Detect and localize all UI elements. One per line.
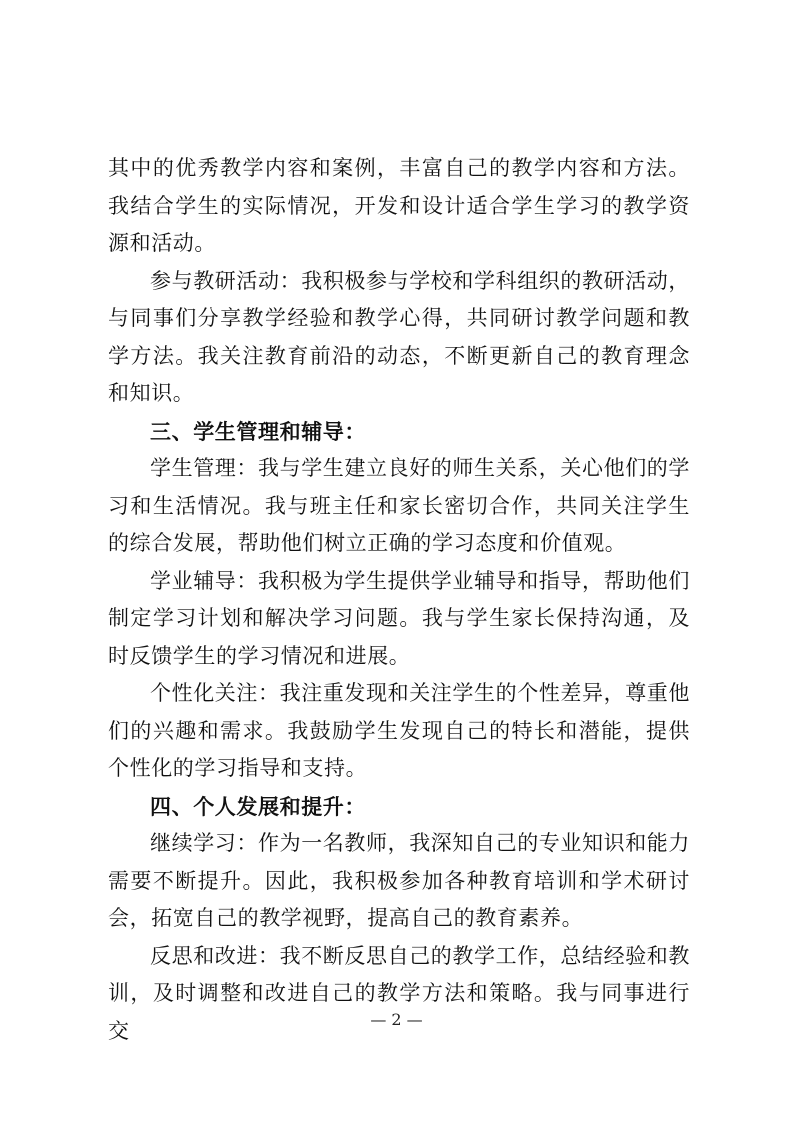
section-heading-student-management: 三、学生管理和辅导： [150, 418, 366, 444]
page-number: — 2 — [370, 1010, 423, 1029]
document-body [108, 150, 690, 1050]
section-heading-personal-development: 四、个人发展和提升： [150, 793, 366, 819]
paragraph-academic-tutoring: 学业辅导：我积极为学生提供学业辅导和指导，帮助他们制定学习计划和解决学习问题。我与学生家长保持沟通，及时反馈学生的学习情况和进展。 [108, 568, 690, 668]
paragraph-student-management: 学生管理：我与学生建立良好的师生关系，关心他们的学习和生活情况。我与班主任和家长密切合作，共同关注学生的综合发展，帮助他们树立正确的学习态度和价值观。 [108, 456, 690, 555]
paragraph-teaching-research: 参与教研活动：我积极参与学校和学科组织的教研活动，与同事们分享教学经验和教学心得，共同研讨教学问题和教学方法。我关注教育前沿的动态，不断更新自己的教育理念和知识。 [108, 268, 690, 405]
paragraph-continuation: 其中的优秀教学内容和案例，丰富自己的教学内容和方法。我结合学生的实际情况，开发和设计适合学生学习的教学资源和活动。 [108, 156, 690, 255]
paragraph-individual-attention: 个性化关注：我注重发现和关注学生的个性差异，尊重他们的兴趣和需求。我鼓励学生发现自己的特长和潜能，提供个性化的学习指导和支持。 [108, 681, 690, 780]
paragraph-reflection: 反思和改进：我不断反思自己的教学工作，总结经验和教训，及时调整和改进自己的教学方法和策略。我与同事进行交 [108, 943, 690, 1043]
paragraph-continued-learning: 继续学习：作为一名教师，我深知自己的专业知识和能力需要不断提升。因此，我积极参加各种教育培训和学术研讨会，拓宽自己的教学视野，提高自己的教育素养。 [108, 831, 690, 930]
